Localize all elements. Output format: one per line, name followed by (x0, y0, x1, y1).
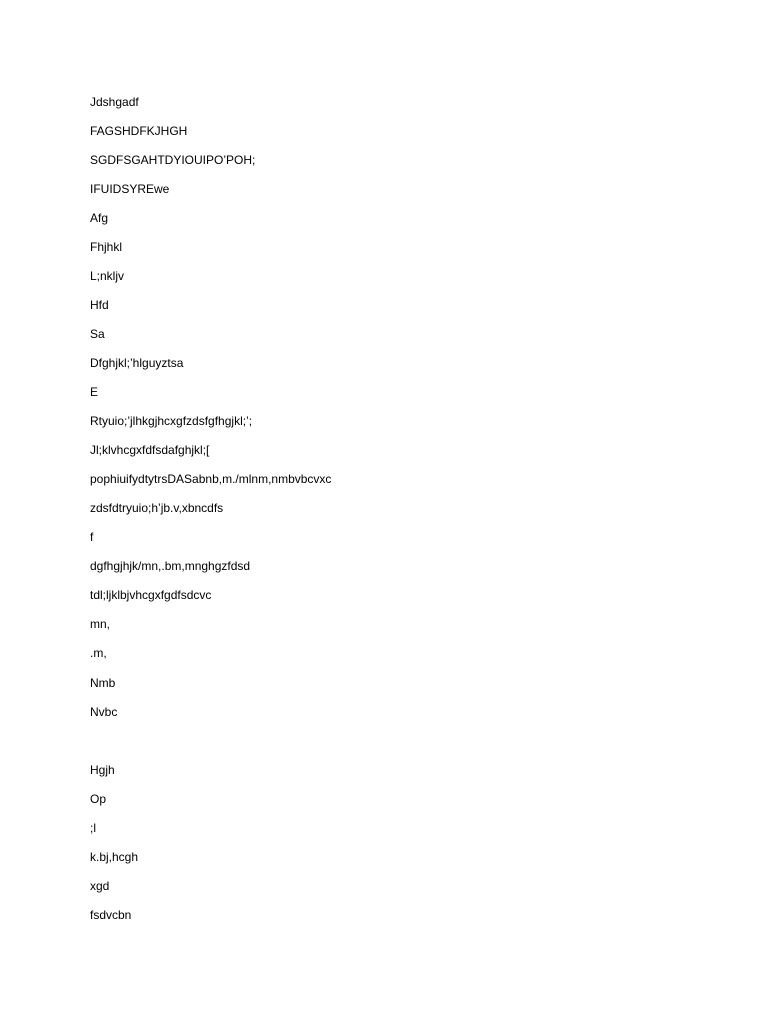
text-line: Fhjhkl (90, 240, 123, 254)
text-line: ;l (90, 821, 96, 835)
text-line: Jdshgadf (90, 95, 139, 109)
text-line: IFUIDSYREwe (90, 182, 170, 196)
text-line: mn, (90, 617, 111, 631)
text-line: Op (90, 792, 107, 806)
text-line: fsdvcbn (90, 908, 132, 922)
text-line: Nmb (90, 676, 116, 690)
text-line: dgfhgjhjk/mn,.bm,mnghgzfdsd (90, 559, 251, 573)
text-line: SGDFSGAHTDYIOUIPO’POH; (90, 153, 256, 167)
text-line: Afg (90, 211, 109, 225)
text-line: pophiuifydtytrsDASabnb,m./mlnm,nmbvbcvxc (90, 472, 332, 486)
text-line: L;nkljv (90, 269, 125, 283)
text-line: .m, (90, 646, 107, 660)
text-line: k.bj,hcgh (90, 850, 139, 864)
text-line: Hgjh (90, 763, 115, 777)
text-line: Dfghjkl;’hlguyztsa (90, 356, 184, 370)
text-line: Jl;klvhcgxfdfsdafghjkl;[ (90, 443, 210, 457)
text-line: f (90, 530, 94, 544)
text-line: Sa (90, 327, 105, 341)
text-line: E (90, 385, 99, 399)
text-line: FAGSHDFKJHGH (90, 124, 188, 138)
text-line: tdl;ljklbjvhcgxfgdfsdcvc (90, 588, 212, 602)
text-line: zdsfdtryuio;h’jb.v,xbncdfs (90, 501, 224, 515)
text-line: xgd (90, 879, 110, 893)
text-line: Nvbc (90, 705, 118, 719)
text-line: Hfd (90, 298, 109, 312)
text-line: Rtyuio;’jlhkgjhcxgfzdsfgfhgjkl;’; (90, 414, 253, 428)
